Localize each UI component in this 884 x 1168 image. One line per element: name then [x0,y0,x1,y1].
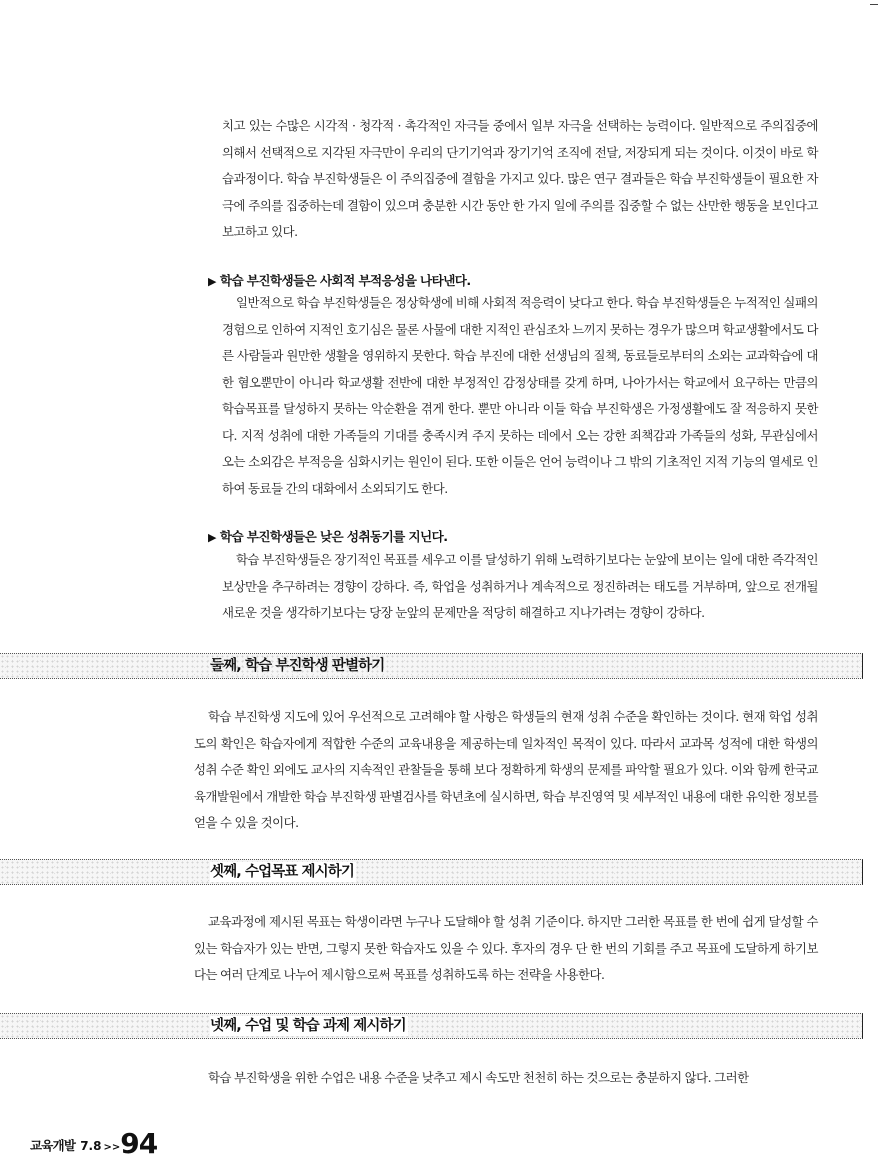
magazine-name: 교육개발 [30,1138,76,1153]
section-bar-identify [0,653,863,679]
body-paragraph-attention: 치고 있는 수많은 시각적 · 청각적 · 촉각적인 자극들 중에서 일부 자극을 선택하는 능력이다. 일반적으로 주의집중에 의해서 선택적으로 지각된 자극만이 우리의 단기기억과 장기기억 조직에 전달, 저장되게 되는 것이다. 이것이 바로 학습과정이다. 학습 부진학생들은 이 주의집중에 결함을 가지고 있다. 많은 연구 결과들은 학습 부진학생들이 필요한 자극에 주의를 집중하는데 결함이 있으며 충분한 시간 동안 한 가지 일에 주의를 집중할 수 없는 산만한 행동을 보인다고 보고하고 있다. [222,118,818,239]
arrows-icon: >> [103,1142,121,1153]
corner-mark [870,4,878,5]
bullet-heading-text: 학습 부진학생들은 사회적 부적응성을 나타낸다. [219,273,471,288]
issue-number: 7.8 [80,1139,102,1153]
body-paragraph-motivation: 학습 부진학생들은 장기적인 목표를 세우고 이를 달성하기 위해 노력하기보다는 눈앞에 보이는 일에 대한 즉각적인 보상만을 추구하려는 경향이 강하다. 즉, 학업을 성취하거나 계속적으로 정진하려는 태도를 거부하며, 앞으로 전개될 새로운 것을 생각하기보다는 당장 눈앞의 문제만을 적당히 해결하고 지나가려는 경향이 강하다. [222,552,818,620]
section-bar-tasks [0,1013,863,1039]
body-paragraph-social: 일반적으로 학습 부진학생들은 정상학생에 비해 사회적 적응력이 낮다고 한다. 학습 부진학생들은 누적적인 실패의 경험으로 인하여 지적인 호기심은 물론 사물에 대한 지적인 관심조차 느끼지 못하는 경우가 많으며 학교생활에서도 다른 사람들과 원만한 생활을 영위하지 못한다. 학습 부진에 대한 선생님의 질책, 동료들로부터의 소외는 교과학습에 대한 혐오뿐만이 아니라 학교생활 전반에 대한 부정적인 감정상태를 갖게 하며, 나아가서는 학교에서 요구하는 만큼의 학습목표를 달성하지 못하는 악순환을 겪게 한다. 뿐만 아니라 이들 학습 부진학생은 가정생활에도 잘 적응하지 못한다. 지적 성취에 대한 가족들의 기대를 충족시켜 주지 못하는 데에서 오는 강한 죄책감과 가족들의 성화, 무관심에서 오는 소외감은 부적응을 심화시키는 원인이 된다. 또한 이들은 언어 능력이나 그 밖의 기초적인 지적 기능의 열세로 인하여 동료들 간의 대화에서 소외되기도 한다. [222,295,818,496]
bullet-triangle-icon: ▶ [208,275,216,288]
bullet-heading-text: 학습 부진학생들은 낮은 성취동기를 지닌다. [219,529,448,544]
bullet-triangle-icon: ▶ [208,531,216,544]
body-paragraph-goals: 교육과정에 제시된 목표는 학생이라면 누구나 도달해야 할 성취 기준이다. 하지만 그러한 목표를 한 번에 쉽게 달성할 수 있는 학습자가 있는 반면, 그렇지 못한 학습자도 있을 수 있다. 후자의 경우 단 한 번의 기회를 주고 목표에 도달하게 하기보다는 여러 단계로 나누어 제시함으로써 목표를 성취하도록 하는 전략을 사용한다. [194,914,818,982]
bullet-heading-motivation [208,527,447,548]
page-footer [30,1124,158,1160]
bullet-heading-social [208,271,471,292]
section-title: 셋째, 수업목표 제시하기 [210,864,354,880]
body-paragraph-tasks: 학습 부진학생을 위한 수업은 내용 수준을 낮추고 제시 속도만 천천히 하는 것으로는 충분하지 않다. 그러한 [208,1070,749,1085]
section-title: 넷째, 수업 및 학습 과제 제시하기 [210,1018,406,1034]
body-paragraph-identify: 학습 부진학생 지도에 있어 우선적으로 고려해야 할 사항은 학생들의 현재 성취 수준을 확인하는 것이다. 현재 학업 성취도의 확인은 학습자에게 적합한 수준의 교육내용을 제공하는데 일차적인 목적이 있다. 따라서 교과목 성적에 대한 학생의 성취 수준 확인 외에도 교사의 지속적인 관찰들을 통해 보다 정확하게 학생의 문제를 파악할 필요가 있다. 이와 함께 한국교육개발원에서 개발한 학습 부진학생 판별검사를 학년초에 실시하면, 학습 부진영역 및 세부적인 내용에 대한 유익한 정보를 얻을 수 있을 것이다. [194,709,818,830]
page-number: 94 [120,1127,158,1160]
section-bar-goals [0,859,863,885]
section-title: 둘째, 학습 부진학생 판별하기 [210,658,385,674]
